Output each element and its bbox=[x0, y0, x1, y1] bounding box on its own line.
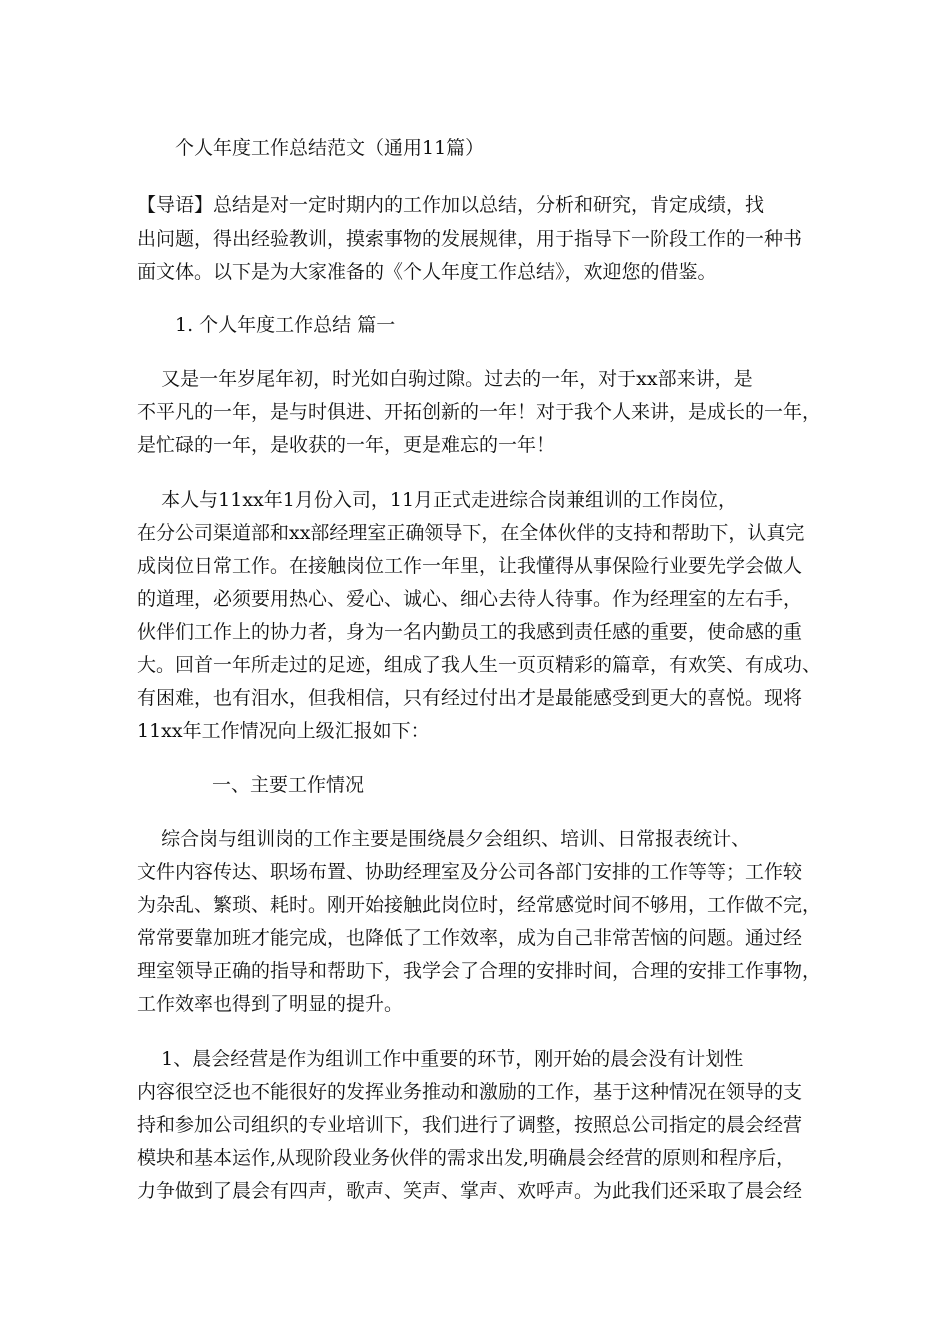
para4-line-2: 内容很空泛也不能很好的发挥业务推动和激励的工作，基于这种情况在领导的支 bbox=[137, 1081, 803, 1103]
para2-line-4: 的道理，必须要用热心、爱心、诚心、细心去待人待事。作为经理室的左右手， bbox=[137, 588, 803, 610]
para4-line-1: 1、晨会经营是作为组训工作中重要的环节，刚开始的晨会没有计划性 bbox=[137, 1048, 744, 1070]
subheading: 一、主要工作情况 bbox=[212, 774, 365, 796]
para1-line-3: 是忙碌的一年，是收获的一年，更是难忘的一年！ bbox=[137, 434, 556, 456]
para2-line-1: 本人与11xx年1月份入司，11月正式走进综合岗兼组训的工作岗位， bbox=[137, 489, 738, 511]
para3-line-1: 综合岗与组训岗的工作主要是围绕晨夕会组织、培训、日常报表统计、 bbox=[137, 828, 751, 850]
section-heading: 1. 个人年度工作总结 篇一 bbox=[175, 314, 396, 336]
para2-line-7: 有困难，也有泪水，但我相信，只有经过付出才是最能感受到更大的喜悦。现将 bbox=[137, 687, 803, 709]
intro-line-1: 【导语】总结是对一定时期内的工作加以总结，分析和研究，肯定成绩，找 bbox=[137, 194, 765, 216]
para1-line-2: 不平凡的一年，是与时俱进、开拓创新的一年！对于我个人来讲，是成长的一年， bbox=[137, 401, 822, 423]
para3-line-6: 工作效率也得到了明显的提升。 bbox=[137, 993, 404, 1015]
para3-line-4: 常常要靠加班才能完成，也降低了工作效率，成为自己非常苦恼的问题。通过经 bbox=[137, 927, 803, 949]
para4-line-5: 力争做到了晨会有四声，歌声、笑声、掌声、欢呼声。为此我们还采取了晨会经 bbox=[137, 1180, 803, 1202]
para4-line-4: 模块和基本运作,从现阶段业务伙伴的需求出发,明确晨会经营的原则和程序后， bbox=[137, 1147, 796, 1169]
para2-line-5: 伙伴们工作上的协力者，身为一名内勤员工的我感到责任感的重要，使命感的重 bbox=[137, 621, 803, 643]
para3-line-3: 为杂乱、繁琐、耗时。刚开始接触此岗位时，经常感觉时间不够用，工作做不完， bbox=[137, 894, 822, 916]
para2-line-8: 11xx年工作情况向上级汇报如下： bbox=[137, 720, 430, 742]
para2-line-2: 在分公司渠道部和xx部经理室正确领导下，在全体伙伴的支持和帮助下，认真完 bbox=[137, 522, 805, 544]
para3-line-5: 理室领导正确的指导和帮助下，我学会了合理的安排时间，合理的安排工作事物， bbox=[137, 960, 822, 982]
intro-line-3: 面文体。以下是为大家准备的《个人年度工作总结》，欢迎您的借鉴。 bbox=[137, 261, 717, 283]
para2-line-6: 大。回首一年所走过的足迹，组成了我人生一页页精彩的篇章，有欢笑、有成功、 bbox=[137, 654, 822, 676]
document-title: 个人年度工作总结范文（通用11篇） bbox=[175, 137, 485, 159]
para1-line-1: 又是一年岁尾年初，时光如白驹过隙。过去的一年，对于xx部来讲，是 bbox=[137, 368, 753, 390]
para2-line-3: 成岗位日常工作。在接触岗位工作一年里，让我懂得从事保险行业要先学会做人 bbox=[137, 555, 803, 577]
para3-line-2: 文件内容传达、职场布置、协助经理室及分公司各部门安排的工作等等；工作较 bbox=[137, 861, 803, 883]
para4-line-3: 持和参加公司组织的专业培训下，我们进行了调整，按照总公司指定的晨会经营 bbox=[137, 1114, 803, 1136]
intro-line-2: 出问题，得出经验教训，摸索事物的发展规律，用于指导下一阶段工作的一种书 bbox=[137, 228, 803, 250]
